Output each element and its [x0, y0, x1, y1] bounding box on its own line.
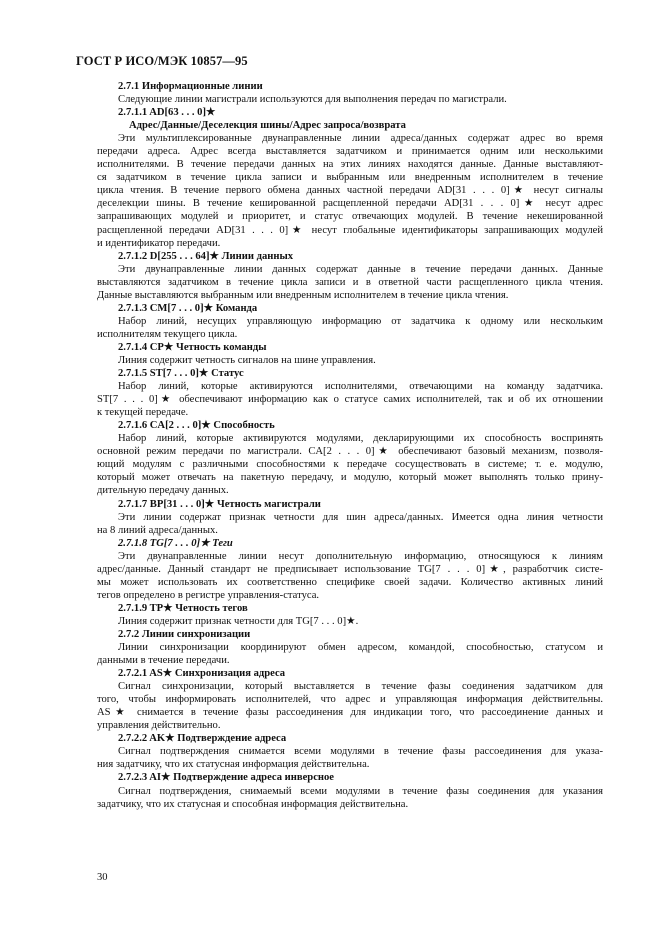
- document-header: ГОСТ Р ИСО/МЭК 10857—95: [76, 54, 248, 68]
- document-body: [97, 80, 603, 811]
- section-heading: 2.7.1.2 D[255 . . . 64]★ Линии данных: [118, 250, 294, 262]
- text-line: цикла чтения. В течение первого обмена данных частной передачи AD[31 . . . 0]★ несут сигналы: [97, 185, 603, 197]
- text-line: Сигнал синхронизации, который выставляется в течение фазы соединения задатчиком для: [118, 681, 603, 693]
- text-line: Эти мультиплексированные двунаправленные линии адреса/данных содержат адрес во время: [118, 133, 603, 145]
- text-line: задатчику, что их статусная и способная информация действительна.: [97, 798, 409, 810]
- section-heading: 2.7.2.2 AK★ Подтверждение адреса: [118, 733, 287, 745]
- text-line: того, чтобы информировать исполнителей, что адрес и управляющая информация действительны.: [97, 694, 603, 706]
- text-line: управления действительно.: [97, 720, 221, 732]
- text-line: ющий модулям с различными способностями к передаче сосуществовать в системе; т. е. модулю,: [97, 459, 603, 471]
- section-heading: 2.7.1.5 ST[7 . . . 0]★ Статус: [118, 368, 244, 380]
- text-line: данными в течение передачи.: [97, 655, 230, 667]
- text-line: Сигнал подтверждения, снимаемый всеми модулями в течение фазы соединения для указания: [118, 785, 603, 797]
- section-heading: 2.7.1 Информационные линии: [118, 81, 263, 92]
- text-line: AS★ снимается в течение фазы рассоединения для индикации того, что рассоединение данных и: [97, 707, 603, 719]
- text-line: Эти двунаправленные линии несут дополнительную информацию, относящуюся к линиям: [118, 550, 603, 562]
- text-line: дительную передачу данных.: [97, 485, 229, 497]
- page-number: 30: [97, 872, 108, 883]
- section-heading: 2.7.1.6 CA[2 . . . 0]★ Способность: [118, 420, 275, 432]
- section-heading: 2.7.2 Линии синхронизации: [118, 628, 251, 640]
- text-line: адрес/данные. Данный стандарт не предписывает использование TG[7 . . . 0]★, разработчик систе-: [97, 563, 603, 575]
- section-heading: 2.7.1.1 AD[63 . . . 0]★: [118, 107, 216, 119]
- text-line: Данные выставляются выбранным или внедренным исполнителем в течение цикла чтения.: [97, 289, 509, 301]
- text-line: исполнителям текущего цикла.: [97, 328, 238, 340]
- text-line: ся задатчиком в течение цикла записи и выбранным или внедренным исполнителем в течение: [97, 172, 603, 184]
- text-line: деселекции шины. В течение кешированной расщепленной передачи AD[31 . . . 0]★ несут адрес: [97, 198, 603, 210]
- text-line: тегов определено в регистре управления-статуса.: [97, 589, 320, 601]
- section-heading: 2.7.1.4 CP★ Четность команды: [118, 341, 267, 353]
- text-line: Линия содержит четность сигналов на шине управления.: [118, 354, 376, 366]
- text-line: ния задатчику, что их статусная информация действительна.: [97, 759, 370, 771]
- text-line: Эти линии содержат признак четности для шин адреса/данных. Имеется одна линия четности: [118, 511, 603, 523]
- section-heading: 2.7.1.3 CM[7 . . . 0]★ Команда: [118, 302, 258, 314]
- text-line: Следующие линии магистрали используются для выполнения передач по магистрали.: [118, 94, 507, 106]
- section-heading: Адрес/Данные/Деселекция шины/Адрес запроса/возврата: [129, 120, 406, 132]
- text-line: ST[7 . . . 0]★ обеспечивают информацию как о статусе самих исполнителей, так и об их отношении: [97, 394, 603, 406]
- text-line: к текущей передаче.: [97, 407, 189, 419]
- section-heading: 2.7.2.3 AI★ Подтверждение адреса инверсное: [118, 772, 335, 784]
- text-line: Набор линий, которые активируются исполнителями, отвечающими на команду задатчика.: [118, 381, 603, 393]
- text-line: передачи адреса. Адрес всегда выставляется задатчиком и принимается одним или несколькими: [97, 146, 603, 158]
- text-line: Линии синхронизации координируют обмен адресом, командой, способностью, статусом и: [118, 642, 603, 654]
- text-line: Набор линий, которые активируются модулями, декларирующими их способность воспринять: [118, 433, 603, 445]
- section-heading: 2.7.2.1 AS★ Синхронизация адреса: [118, 668, 286, 680]
- text-line: Эти двунаправленные линии данных содержат данные в течение передачи данных. Данные: [118, 263, 603, 275]
- text-line: на 8 линий адреса/данных.: [97, 524, 218, 536]
- section-heading: 2.7.1.8 TG[7 . . . 0]★ Теги: [118, 537, 233, 549]
- section-heading: 2.7.1.7 BP[31 . . . 0]★ Четность магистрали: [118, 498, 321, 510]
- text-line: исполнителями. В течение передачи данных на этих линиях находятся данные. Данные выставляют-: [97, 159, 603, 171]
- text-line: запрашивающих модулей и приоритет, и статус отвечающих модулей. В течение некешированной: [97, 211, 603, 223]
- text-line: который может отвечать на пакетную передачу, и модулю, который может выполнять только прину-: [97, 472, 603, 484]
- text-line: Сигнал подтверждения снимается всеми модулями в течение фазы рассоединения для указа-: [118, 746, 603, 758]
- text-line: выставляются задатчиком в течение цикла записи и в ответной части расщепленного цикла чтения.: [97, 276, 603, 288]
- text-line: мы может использовать их соответственно специфике своей задачи. Количество активных линий: [97, 576, 603, 588]
- section-heading: 2.7.1.9 TP★ Четность тегов: [118, 602, 248, 614]
- text-line: расщепленной передачи AD[31 . . . 0]★ несут глобальные идентификаторы запрашивающих модулей: [97, 224, 603, 236]
- text-line: Линия содержит признак четности для TG[7 . . . 0]★.: [118, 615, 359, 627]
- text-line: Набор линий, несущих управляющую информацию от задатчика к одному или нескольким: [118, 315, 603, 327]
- text-line: и идентификатор передачи.: [97, 237, 221, 249]
- text-line: основной режим передачи по магистрали. CA[2 . . . 0]★ обеспечивают базовый механизм, позволя-: [97, 446, 603, 458]
